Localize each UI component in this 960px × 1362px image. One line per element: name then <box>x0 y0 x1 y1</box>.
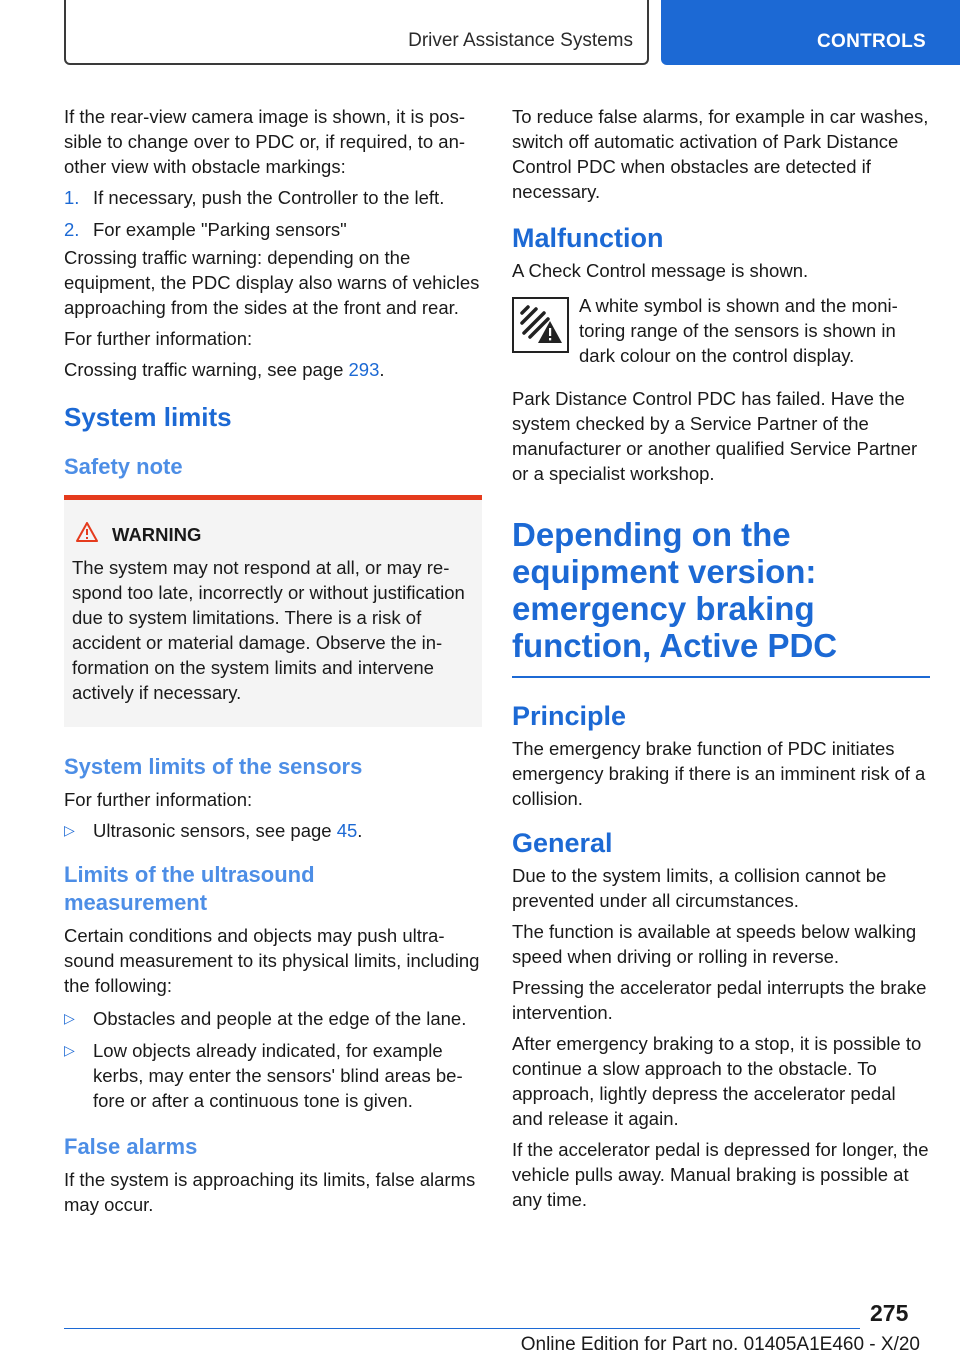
safety-note-heading: Safety note <box>64 454 183 479</box>
footer-edition: Online Edition for Part no. 01405A1E460 - X/20 <box>520 1334 920 1355</box>
warning-text: The system may not respond at all, or may respond too late, incorrectly or without justification due to system limitations. There is a risk of accident or material damage. Observe the information on the system limits and intervene actively if necessary. <box>72 557 465 703</box>
further-info-label: For further information: <box>64 328 253 349</box>
page-link-45[interactable]: 45 <box>336 820 358 841</box>
bullet-triangle-icon: ▷ <box>64 1010 75 1026</box>
step-item: 1. If necessary, push the Controller to the left. <box>64 187 445 208</box>
general-paragraph: After emergency braking to a stop, it is possible to continue a slow approach to the obstacle. To approach, lightly depress the accelerator pedal and release it again. <box>512 1033 922 1129</box>
malfunction-failed-paragraph: Park Distance Control PDC has failed. Have the system checked by a Service Partner of the manufacturer or another qualified Service Partner or a specialist workshop. <box>512 388 918 484</box>
warning-triangle-icon <box>76 522 98 547</box>
general-heading: General <box>512 828 613 858</box>
principle-paragraph: The emergency brake function of PDC initiates emergency braking if there is an imminent risk of a collision. <box>512 738 926 809</box>
page-number: 275 <box>870 1300 909 1326</box>
chapter-heading: Depending on the equipment version: emergency braking function, Active PDC <box>512 516 838 664</box>
chapter-divider <box>512 676 930 678</box>
page-link-293[interactable]: 293 <box>348 359 380 380</box>
false-alarms-heading: False alarms <box>64 1134 198 1159</box>
sensors-ref-list <box>64 818 482 843</box>
ultrasound-paragraph: Certain conditions and objects may push ultrasound measurement to its physical limits, including the following: <box>64 925 480 996</box>
list-item: ▷ Ultrasonic sensors, see page 45. <box>64 820 363 841</box>
ultrasound-limits-heading: Limits of the ultrasound measurement <box>64 862 315 915</box>
bullet-triangle-icon: ▷ <box>64 1042 75 1058</box>
steps-list <box>64 185 482 242</box>
system-limits-heading: System limits <box>64 402 232 432</box>
crossing-reference: Crossing traffic warning, see page 293. <box>64 359 385 380</box>
pdc-sensor-warning-icon <box>512 297 569 353</box>
list-item: ▷ Obstacles and people at the edge of the lane. <box>64 1008 467 1029</box>
warning-title: WARNING <box>112 523 202 545</box>
left-column <box>64 104 482 1223</box>
ultrasound-list <box>64 1006 482 1113</box>
list-item: ▷ Low objects already indicated, for example kerbs, may enter the sensors' blind areas before or after a continuous tone is given. <box>64 1040 463 1111</box>
bullet-triangle-icon: ▷ <box>64 822 75 838</box>
general-paragraph: Due to the system limits, a collision cannot be prevented under all circumstances. <box>512 865 887 911</box>
header-chapter-title: CONTROLS <box>816 31 926 52</box>
right-column <box>512 104 930 1218</box>
warning-title-row <box>72 522 474 547</box>
general-paragraph: The function is available at speeds below walking speed when driving or rolling in reverse. <box>512 921 917 967</box>
sensors-limits-heading: System limits of the sensors <box>64 754 363 779</box>
warning-box <box>64 495 482 727</box>
false-alarms-paragraph: If the system is approaching its limits, false alarms may occur. <box>64 1169 476 1215</box>
principle-heading: Principle <box>512 701 627 731</box>
malfunction-symbol-row <box>512 293 930 374</box>
general-paragraph: Pressing the accelerator pedal interrupts the brake intervention. <box>512 977 927 1023</box>
header-section-title: Driver Assistance Systems <box>408 30 633 51</box>
false-alarm-tip: To reduce false alarms, for example in car washes, switch off automatic activation of Park Distance Control PDC when obstacles are detected if necessary. <box>512 106 929 202</box>
header-section-tab <box>64 0 649 65</box>
header-chapter-tab <box>661 0 960 65</box>
general-paragraph: If the accelerator pedal is depressed for longer, the vehicle pulls away. Manual braking is possible at any time. <box>512 1139 929 1210</box>
malfunction-heading: Malfunction <box>512 223 664 253</box>
sensors-info-label: For further information: <box>64 789 253 810</box>
malfunction-symbol-text: A white symbol is shown and the monitoring range of the sensors is shown in dark colour on the control display. <box>579 295 898 366</box>
intro-paragraph: If the rear-view camera image is shown, it is possible to change over to PDC or, if required, to another view with obstacle markings: <box>64 106 466 177</box>
crossing-paragraph: Crossing traffic warning: depending on the equipment, the PDC display also warns of vehicles approaching from the sides at the front and rear. <box>64 247 480 318</box>
malfunction-paragraph: A Check Control message is shown. <box>512 260 809 281</box>
footer-divider <box>64 1328 860 1329</box>
step-item: 2. For example "Parking sensors" <box>64 219 347 240</box>
